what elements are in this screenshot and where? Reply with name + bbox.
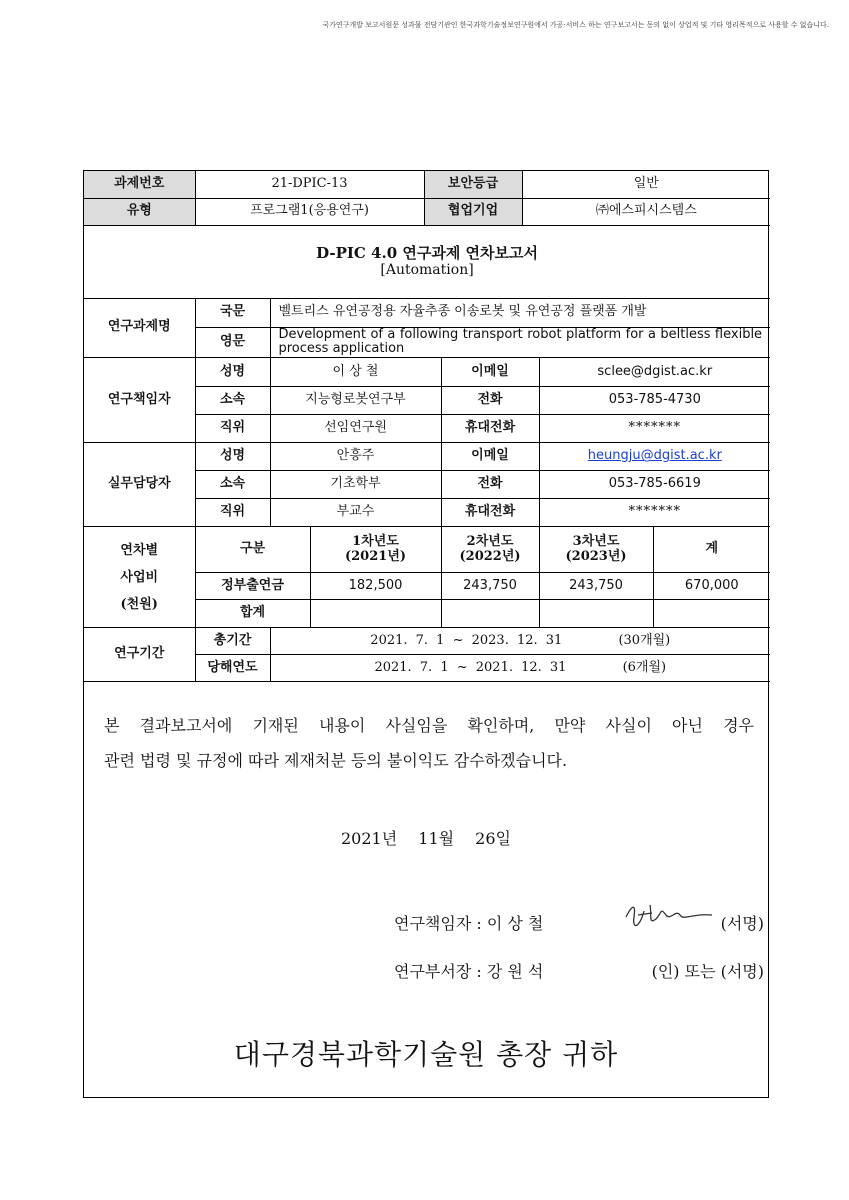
staff-position: 부교수 [270, 499, 441, 527]
current-year-months: (6개월) [622, 659, 667, 675]
budget-year-2 [441, 527, 539, 573]
declaration-line-2: 관련 법령 및 규정에 따라 제재처분 등의 불이익도 감수하겠습니다. [104, 751, 568, 770]
budget-label-line2: 사업비 [120, 569, 159, 585]
row-project-name-kor [84, 298, 770, 327]
partner-company-value: ㈜에스피시스템스 [522, 198, 770, 225]
project-name-english: Development of a following transport robot platform for a beltless flexible process application [270, 327, 770, 358]
gov-funding-label: 정부출연금 [195, 573, 310, 600]
staff-mobile: ******* [539, 499, 770, 527]
budget-total-label: 계 [653, 527, 770, 573]
declaration [104, 708, 754, 778]
sum-year-3 [539, 600, 653, 628]
staff-mobile-label: 휴대전화 [441, 499, 539, 527]
current-year-dates: 2021. 7. 1 ~ 2021. 12. 31 [374, 659, 567, 675]
staff-dept-label: 소속 [195, 471, 270, 499]
gov-funding-year-3: 243,750 [539, 573, 653, 600]
gov-funding-year-2: 243,750 [441, 573, 539, 600]
row-project-number [84, 171, 770, 198]
english-label: 영문 [195, 327, 270, 358]
gov-funding-year-1: 182,500 [310, 573, 441, 600]
sum-year-1 [310, 600, 441, 628]
staff-email-label: 이메일 [441, 443, 539, 471]
pi-position: 선임연구원 [270, 415, 441, 443]
total-period-dates: 2021. 7. 1 ~ 2023. 12. 31 [370, 632, 563, 648]
project-info-table [84, 171, 770, 682]
pi-tel-label: 전화 [441, 387, 539, 415]
usage-notice: 국가연구개발 보고서원문 성과물 전담기관인 한국과학기술정보연구원에서 가공·서비스 하는 연구보고서는 동의 없이 상업적 및 기타 영리목적으로 사용할 수 없습니다. [322, 21, 829, 29]
pi-email: sclee@dgist.ac.kr [539, 358, 770, 387]
year-2-label: 2차년도 [466, 533, 514, 549]
pi-signature-tail: (서명) [720, 914, 764, 933]
sum-total [653, 600, 770, 628]
staff-position-label: 직위 [195, 499, 270, 527]
staff-tel-label: 전화 [441, 471, 539, 499]
pi-name-label: 성명 [195, 358, 270, 387]
head-signature-role: 연구부서장 : 강 원 석 [394, 962, 544, 981]
pi-email-label: 이메일 [441, 358, 539, 387]
staff-name: 안흥주 [270, 443, 441, 471]
staff-email-cell [539, 443, 770, 471]
staff-name-label: 성명 [195, 443, 270, 471]
project-number-value: 21-DPIC-13 [195, 171, 424, 198]
budget-label [84, 527, 195, 628]
report-title: D-PIC 4.0 연구과제 연차보고서 [316, 243, 538, 262]
staff-label: 실무담당자 [84, 443, 195, 527]
year-2-range: (2022년) [459, 548, 521, 564]
budget-year-1 [310, 527, 441, 573]
year-1-label: 1차년도 [352, 533, 399, 549]
total-period-months: (30개월) [618, 632, 671, 648]
pi-dept-label: 소속 [195, 387, 270, 415]
year-1-range: (2021년) [344, 548, 407, 564]
row-budget-header [84, 527, 770, 573]
project-name-label: 연구과제명 [84, 298, 195, 358]
row-period-total [84, 628, 770, 655]
pi-signature-role: 연구책임자 : 이 상 철 [394, 914, 544, 933]
report-date: 2021년 11월 26일 [341, 829, 511, 848]
budget-year-3 [539, 527, 653, 573]
budget-label-line3: (천원) [120, 596, 158, 612]
pi-mobile: ******* [539, 415, 770, 443]
staff-dept: 기초학부 [270, 471, 441, 499]
current-year-period [270, 655, 770, 682]
report-title-cell [84, 225, 770, 298]
year-3-range: (2023년) [565, 548, 627, 564]
report-subtitle: [Automation] [380, 262, 474, 279]
period-label: 연구기간 [84, 628, 195, 682]
year-3-label: 3차년도 [572, 533, 620, 549]
pi-position-label: 직위 [195, 415, 270, 443]
declaration-line-1: 본 결과보고서에 기재된 내용이 사실임을 확인하며, 만약 사실이 아닌 경우 [104, 716, 754, 735]
current-year-label: 당해연도 [195, 655, 270, 682]
total-period [270, 628, 770, 655]
row-pi-name [84, 358, 770, 387]
pi-dept: 지능형로봇연구부 [270, 387, 441, 415]
staff-email-link[interactable]: heungju@dgist.ac.kr [587, 448, 722, 464]
pi-label: 연구책임자 [84, 358, 195, 443]
partner-company-label: 협업기업 [424, 198, 522, 225]
gov-funding-total: 670,000 [653, 573, 770, 600]
total-period-label: 총기간 [195, 628, 270, 655]
row-report-title [84, 225, 770, 298]
type-value: 프로그램1(응용연구) [195, 198, 424, 225]
head-signature-tail: (인) 또는 (서명) [651, 962, 764, 981]
handwritten-signature-icon [622, 897, 714, 933]
pi-tel: 053-785-4730 [539, 387, 770, 415]
report-cover-frame [83, 170, 769, 1098]
staff-tel: 053-785-6619 [539, 471, 770, 499]
row-type [84, 198, 770, 225]
pi-name: 이 상 철 [270, 358, 441, 387]
project-number-label: 과제번호 [84, 171, 195, 198]
security-level-label: 보안등급 [424, 171, 522, 198]
type-label: 유형 [84, 198, 195, 225]
project-name-korean: 벨트리스 유연공정용 자율추종 이송로봇 및 유연공정 플랫폼 개발 [270, 298, 770, 327]
row-staff-name [84, 443, 770, 471]
sum-year-2 [441, 600, 539, 628]
security-level-value: 일반 [522, 171, 770, 198]
korean-label: 국문 [195, 298, 270, 327]
sum-label: 합계 [195, 600, 310, 628]
budget-category-label: 구분 [195, 527, 310, 573]
budget-label-line1: 연차별 [120, 542, 159, 558]
addressee: 대구경북과학기술원 총장 귀하 [233, 1038, 619, 1071]
pi-mobile-label: 휴대전화 [441, 415, 539, 443]
